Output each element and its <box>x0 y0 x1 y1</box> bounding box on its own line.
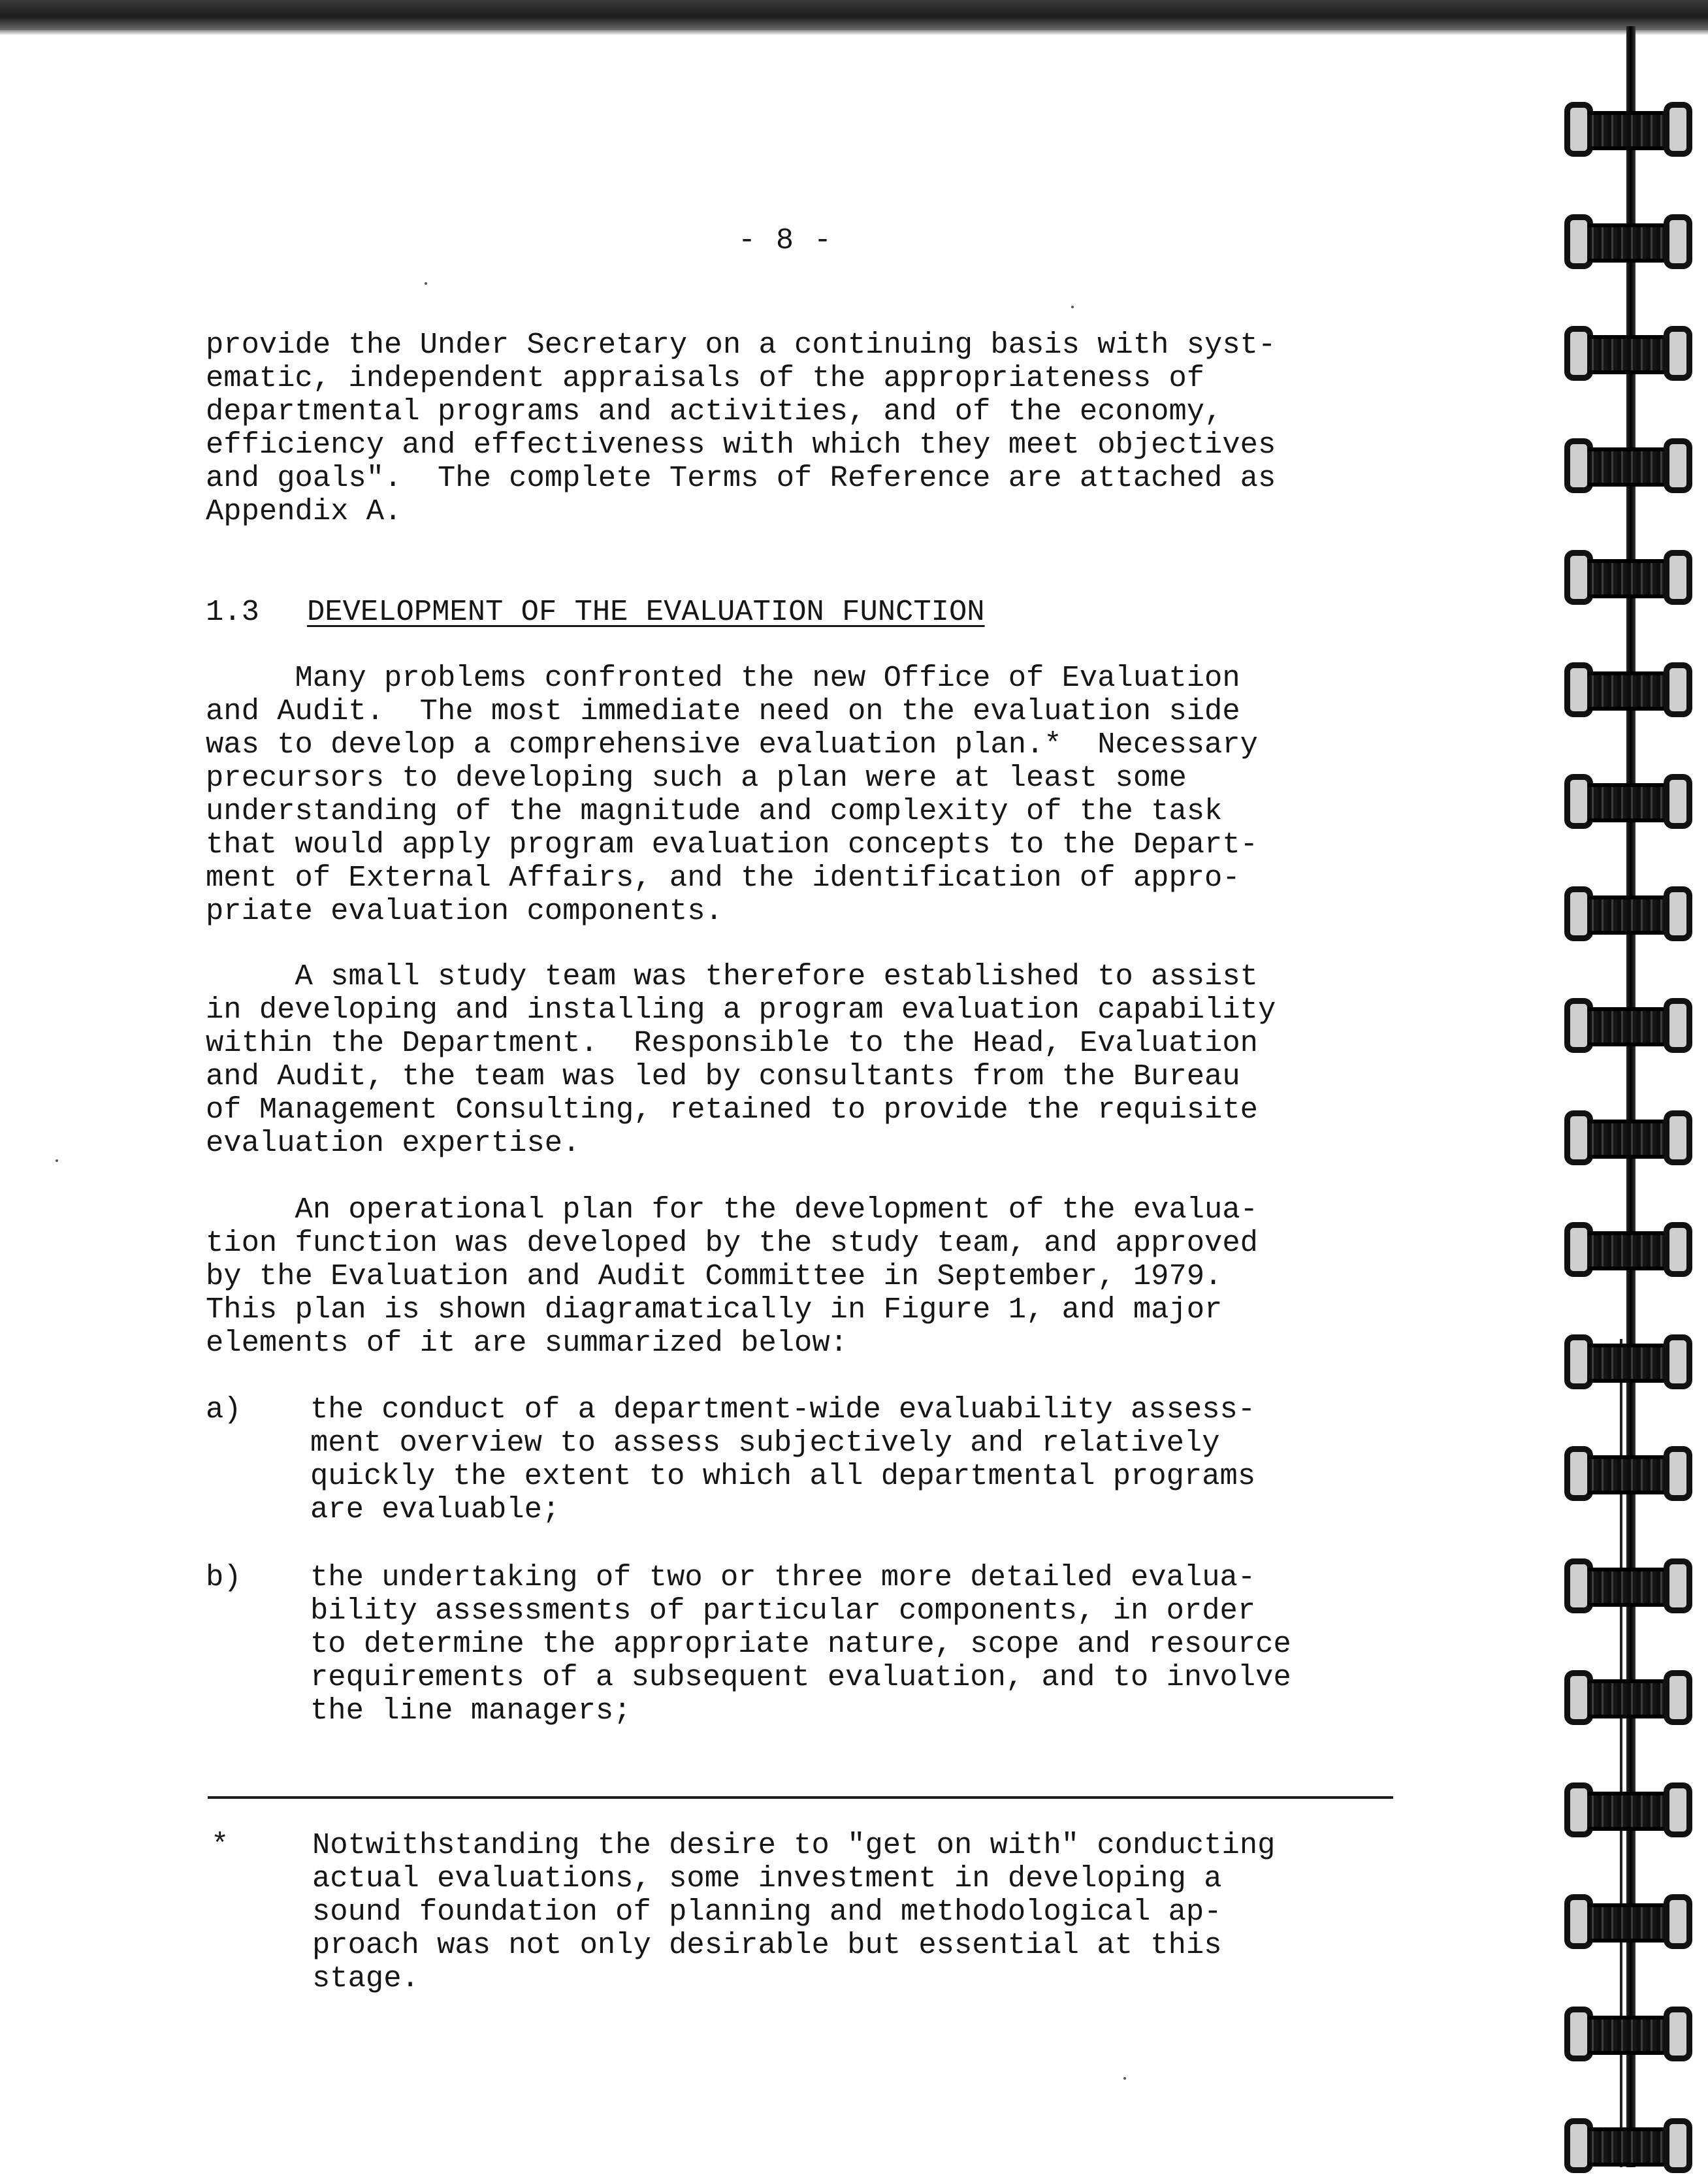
paragraph-operational-plan: An operational plan for the development of the evalua- tion function was developed by the study team, and approved by the Evaluation and Audit Committee in September, 1979. This plan is shown diagramatically in Figure 1, and major elements of it are summarized below: <box>206 1193 1258 1360</box>
binding-coil <box>1564 1218 1701 1281</box>
paragraph-study-team: A small study team was therefore established to assist in developing and installing a program evaluation capability within the Department. Responsible to the Head, Evaluation and Audit, the team was led by consultants from the Bureau of Management Consulting, retained to provide the requisite evaluation expertise. <box>206 959 1276 1160</box>
footnote-marker: * <box>211 1828 229 1862</box>
scan-speck <box>1071 306 1074 308</box>
list-marker: a) <box>206 1393 242 1427</box>
paragraph-problems: Many problems confronted the new Office of Evaluation and Audit. The most immediate need on the evaluation side was to develop a comprehensive evaluation plan.* Necessary precursors to developing such a plan were at least some understanding of the magnitude and complexity of the task that would apply program evaluation concepts to the Depart- ment of External Affairs, and the identification of appro- priate evaluation components. <box>206 661 1258 928</box>
binding-coil <box>1564 658 1701 721</box>
binding-coil <box>1564 2003 1701 2065</box>
binding-coil <box>1564 2114 1701 2177</box>
binding-coil <box>1564 1555 1701 1617</box>
binding-coil <box>1564 1330 1701 1393</box>
scan-speck <box>56 1159 58 1162</box>
footnote-text: Notwithstanding the desire to "get on with" conducting actual evaluations, some investment in developing a sound foundation of planning and methodological ap- proach was not only desirable but essential at this stage. <box>312 1828 1276 1995</box>
footnote-divider <box>208 1796 1393 1799</box>
paragraph-intro: provide the Under Secretary on a continuing basis with syst- ematic, independent appraisals of the appropriateness of departmental programs and activities, and of the economy, efficiency and effectiveness with which they meet objectives and goals". The complete Terms of Reference are attached as Appendix A. <box>206 328 1276 528</box>
binding-coil <box>1564 322 1701 385</box>
binding-coil <box>1564 1442 1701 1505</box>
binding-coil <box>1564 1666 1701 1729</box>
list-marker: b) <box>206 1560 242 1594</box>
binding-coil <box>1564 546 1701 609</box>
section-number: 1.3 <box>206 595 259 629</box>
list-item-text: the conduct of a department-wide evaluability assess- ment overview to assess subjectively and relatively quickly the extent to which all departmental programs are evaluable; <box>310 1393 1256 1526</box>
list-item-text: the undertaking of two or three more detailed evalua- bility assessments of particular components, in order to determine the appropriate nature, scope and resource requirements of a subsequent evaluation, and to involve the line managers; <box>310 1560 1291 1728</box>
binding-coil <box>1564 98 1701 161</box>
scan-speck <box>425 282 427 285</box>
scan-speck <box>1123 2077 1126 2080</box>
binding-coil <box>1564 994 1701 1057</box>
binding-coil <box>1564 1106 1701 1169</box>
binding-coil <box>1564 1890 1701 1953</box>
page-number: - 8 - <box>738 224 833 257</box>
section-heading <box>206 596 985 629</box>
binding-coil <box>1564 434 1701 497</box>
binding-coil <box>1564 1779 1701 1841</box>
binding-coil <box>1564 770 1701 833</box>
binding-coil <box>1564 882 1701 945</box>
section-title: DEVELOPMENT OF THE EVALUATION FUNCTION <box>307 595 985 629</box>
binding-coil <box>1564 210 1701 273</box>
